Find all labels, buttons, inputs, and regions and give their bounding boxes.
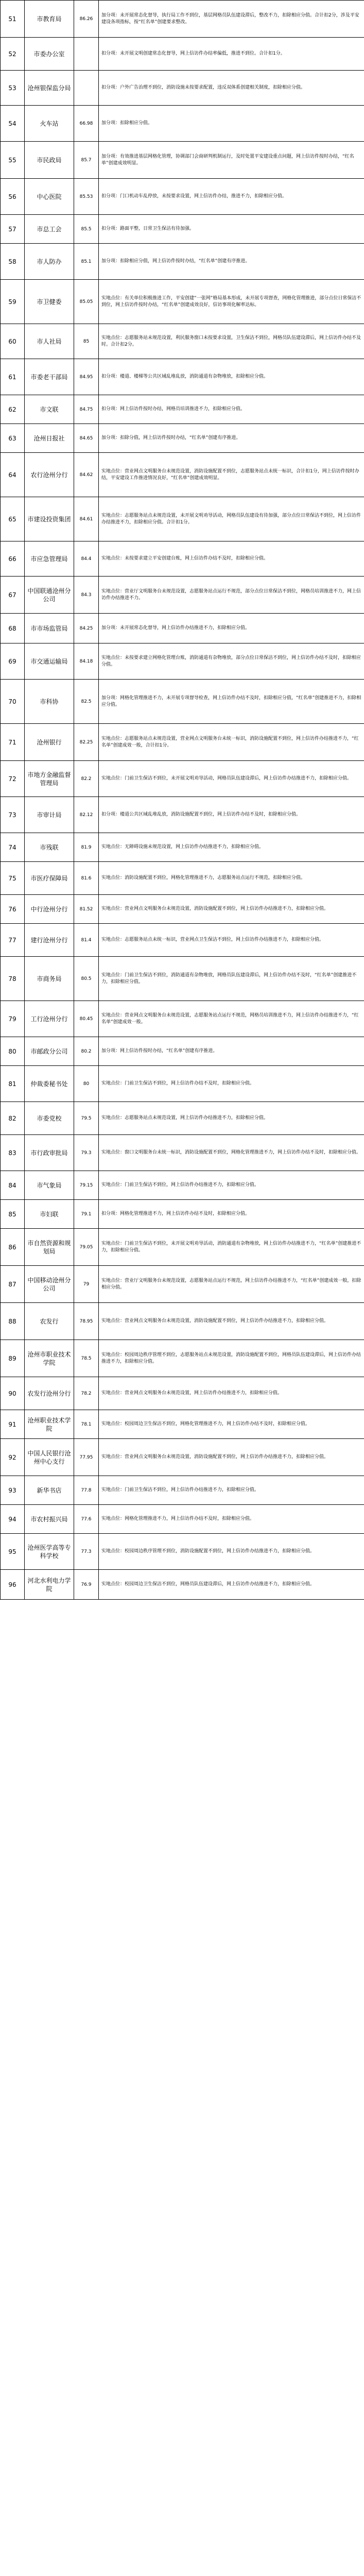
score-value: 81.52	[74, 895, 99, 924]
table-row	[1, 1476, 364, 1505]
score-value: 79.05	[74, 1229, 99, 1266]
row-number: 58	[1, 244, 25, 280]
table-row	[1, 106, 364, 142]
unit-name: 市科协	[25, 680, 74, 724]
table-row	[1, 359, 364, 395]
unit-name: 建行沧州分行	[25, 924, 74, 957]
assessment-detail: 实地点位：营业厅文明服务台未规范设置，志愿服务站点运行不规范，网上信访件办结推进不力，“红名单”创建成效一般，扣除相应分值。	[99, 1266, 364, 1303]
assessment-detail: 实地点位：志愿服务站点未规范设置，未开展文明劝导活动，网格员队伍建设有待加强，部分点位日常保洁不到位，网上信访件办结推进不力，扣除相应分值。合计扣1分。	[99, 497, 364, 541]
assessment-detail: 实地点位：志愿服务站点未统一标识，营业网点卫生保洁不到位，网上信访件办结推进不力，扣除相应分值。	[99, 924, 364, 957]
score-value: 79.1	[74, 1200, 99, 1229]
unit-name: 市卫健委	[25, 280, 74, 324]
unit-name: 市邮政分公司	[25, 1037, 74, 1066]
score-value: 85.1	[74, 244, 99, 280]
unit-name: 工行沧州分行	[25, 1001, 74, 1037]
table-row	[1, 643, 364, 680]
assessment-detail: 实地点位：未按要求建立平安创建台账，网上信访件办结不及时，扣除相应分值。	[99, 541, 364, 577]
assessment-detail: 实地点位：营业网点文明服务台未规范设置，消防设施配置不到位，网上信访件办结推进不力，扣除相应分值。	[99, 1303, 364, 1340]
unit-name: 市文联	[25, 395, 74, 424]
score-value: 82.25	[74, 724, 99, 761]
table-row	[1, 1, 364, 38]
assessment-detail: 扣分项：网格化管理推进不力，网上信访件办结不及时，扣除相应分值。	[99, 1200, 364, 1229]
assessment-detail: 实地点位：营业网点文明服务台未规范设置，网上信访件办结推进不力，扣除相应分值。	[99, 1377, 364, 1410]
table-row	[1, 924, 364, 957]
table-row	[1, 614, 364, 643]
unit-name: 市行政审批局	[25, 1135, 74, 1171]
row-number: 55	[1, 142, 25, 179]
score-value: 82.2	[74, 761, 99, 797]
row-number: 52	[1, 38, 25, 71]
assessment-detail: 实地点位：窗口文明服务台未统一标识，消防设施配置不到位，网格化管理推进不力，网上信访件办结不及时，扣除相应分值。	[99, 1135, 364, 1171]
row-number: 61	[1, 359, 25, 395]
evaluation-table-body	[1, 1, 364, 1600]
score-value: 81.6	[74, 862, 99, 895]
unit-name: 市委老干部局	[25, 359, 74, 395]
score-value: 82.12	[74, 797, 99, 833]
score-value: 78.1	[74, 1410, 99, 1439]
assessment-detail: 实地点位：营业网点文明服务台未规范设置，消防设施配置不到位，志愿服务站点未统一标识，合计扣1分，网上信访件按时办结，平安建设工作推进情况良好，“红名单”创建成效明显。	[99, 453, 364, 497]
unit-name: 市妇联	[25, 1200, 74, 1229]
unit-name: 农发行沧州分行	[25, 1377, 74, 1410]
row-number: 92	[1, 1439, 25, 1476]
table-row	[1, 895, 364, 924]
score-value: 85.05	[74, 280, 99, 324]
assessment-detail: 实地点位：网格化管理推进不力，网上信访件办结不及时，扣除相应分值。	[99, 1505, 364, 1534]
score-value: 84.65	[74, 424, 99, 453]
table-row	[1, 1439, 364, 1476]
row-number: 95	[1, 1534, 25, 1570]
table-row	[1, 1229, 364, 1266]
unit-name: 沧州职业技术学院	[25, 1410, 74, 1439]
unit-name: 新华书店	[25, 1476, 74, 1505]
table-row	[1, 1303, 364, 1340]
unit-name: 市商务局	[25, 957, 74, 1001]
table-row	[1, 215, 364, 244]
unit-name: 仲裁委秘书处	[25, 1066, 74, 1102]
unit-name: 市教育局	[25, 1, 74, 38]
unit-name: 沧州市职业技术学院	[25, 1340, 74, 1377]
unit-name: 河北水利电力学院	[25, 1570, 74, 1600]
assessment-detail: 实地点位：营业网点文明服务台未规范设置，消防设施配置不到位，网上信访件办结推进不力，扣除相应分值。	[99, 895, 364, 924]
score-value	[74, 38, 99, 71]
table-row	[1, 1340, 364, 1377]
score-value: 85.5	[74, 215, 99, 244]
score-value: 84.3	[74, 577, 99, 614]
row-number: 85	[1, 1200, 25, 1229]
table-row	[1, 1266, 364, 1303]
assessment-detail: 实地点位：门前卫生保洁不到位，消防通道有杂物堆放，网格员队伍建设滞后，网上信访件办结不及时，“红名单”创建推进不力，扣除相应分值。	[99, 957, 364, 1001]
table-row	[1, 244, 364, 280]
assessment-detail: 实地点位：无障碍设施未规范设置，网上信访件办结推进不力，扣除相应分值。	[99, 833, 364, 862]
assessment-detail: 实地点位：营业网点文明服务台未规范设置，消防设施配置不到位，网上信访件办结推进不力，扣除相应分值。	[99, 1439, 364, 1476]
unit-name: 市人防办	[25, 244, 74, 280]
table-row	[1, 324, 364, 359]
unit-name: 沧州银保监分局	[25, 71, 74, 106]
table-row	[1, 541, 364, 577]
score-value: 66.98	[74, 106, 99, 142]
unit-name: 市人社局	[25, 324, 74, 359]
unit-name: 市委办公室	[25, 38, 74, 71]
row-number: 68	[1, 614, 25, 643]
row-number: 82	[1, 1102, 25, 1135]
assessment-detail: 实地点位：校园周边卫生保洁不到位，网格员队伍建设滞后，网上信访件办结推进不力，扣除相应分值。	[99, 1570, 364, 1600]
assessment-detail: 加分项：网格化管理推进不力，未开展专项督导检查，网上信访件办结不及时，扣除相应分值，“红名单”创建推进不力，扣除相应分值。	[99, 680, 364, 724]
table-row	[1, 1534, 364, 1570]
table-row	[1, 862, 364, 895]
row-number: 54	[1, 106, 25, 142]
row-number: 89	[1, 1340, 25, 1377]
score-value: 80.2	[74, 1037, 99, 1066]
assessment-detail: 加分项：未开展常态化督导，网上信访件办结推进不力，扣除相应分值。	[99, 614, 364, 643]
score-value: 77.6	[74, 1505, 99, 1534]
score-value: 84.4	[74, 541, 99, 577]
row-number: 81	[1, 1066, 25, 1102]
table-row	[1, 280, 364, 324]
score-value: 77.95	[74, 1439, 99, 1476]
assessment-detail: 实地点位：门前卫生保洁不到位，未开展文明劝导活动，网格员队伍建设滞后，网上信访件办结推进不力，扣除相应分值。	[99, 761, 364, 797]
score-value: 78.5	[74, 1340, 99, 1377]
assessment-detail: 加分项：网上信访件按时办结，“红名单”创建有序推进。	[99, 1037, 364, 1066]
row-number: 84	[1, 1171, 25, 1200]
score-value: 85.7	[74, 142, 99, 179]
assessment-detail: 实地点位：有关单位积极推进工作，平安创建“一张网”格局基本形成，未开展专项督查，网格化管理推进，部分点位日常保洁不到位，网上信访件按时办结，“红名单”创建成效良好，信访事项化解率达标。	[99, 280, 364, 324]
row-number: 80	[1, 1037, 25, 1066]
unit-name: 火车站	[25, 106, 74, 142]
unit-name: 市气象局	[25, 1171, 74, 1200]
assessment-detail: 加分项：未开展常态化督导，执行局工作不到位，基层网格员队伍建设滞后，整改不力，扣除相应分值。合计扣2分，涉及平安建设各项指标，按“红名单”创建要求整改。	[99, 1, 364, 38]
table-row	[1, 577, 364, 614]
table-row	[1, 453, 364, 497]
assessment-detail: 扣分项：路面平整，日常卫生保洁有待加强。	[99, 215, 364, 244]
row-number: 59	[1, 280, 25, 324]
row-number: 57	[1, 215, 25, 244]
row-number: 78	[1, 957, 25, 1001]
row-number: 71	[1, 724, 25, 761]
row-number: 86	[1, 1229, 25, 1266]
unit-name: 中国人民银行沧州中心支行	[25, 1439, 74, 1476]
score-value: 84.95	[74, 359, 99, 395]
assessment-detail: 扣分项：未开展文明创建常态化督导，网上信访件办结率偏低，推进不到位。合计扣1分。	[99, 38, 364, 71]
table-row	[1, 957, 364, 1001]
table-row	[1, 1570, 364, 1600]
score-value: 85	[74, 324, 99, 359]
table-row	[1, 833, 364, 862]
table-row	[1, 724, 364, 761]
assessment-detail: 扣分项：门口机动车乱停放，未按要求设置，网上信访件办结，推进不力，扣除相应分值。	[99, 179, 364, 215]
row-number: 93	[1, 1476, 25, 1505]
unit-name: 中心医院	[25, 179, 74, 215]
score-value: 84.62	[74, 453, 99, 497]
assessment-detail: 实地点位：门前卫生保洁不到位，网上信访件办结推进不力，扣除相应分值。	[99, 1476, 364, 1505]
unit-name: 市农村振兴局	[25, 1505, 74, 1534]
row-number: 64	[1, 453, 25, 497]
unit-name: 农发行	[25, 1303, 74, 1340]
table-row	[1, 38, 364, 71]
score-value: 76.9	[74, 1570, 99, 1600]
table-row	[1, 680, 364, 724]
score-value: 82.5	[74, 680, 99, 724]
unit-name: 沧州医学高等专科学校	[25, 1534, 74, 1570]
unit-name: 农行沧州分行	[25, 453, 74, 497]
unit-name: 市市场监管局	[25, 614, 74, 643]
score-value: 79.3	[74, 1135, 99, 1171]
table-row	[1, 761, 364, 797]
unit-name: 中行沧州分行	[25, 895, 74, 924]
assessment-detail: 实地点位：门前卫生保洁不到位，网上信访件办结不及时，扣除相应分值。	[99, 1066, 364, 1102]
score-value: 80.5	[74, 957, 99, 1001]
table-row	[1, 1200, 364, 1229]
unit-name: 市地方金融监督管理局	[25, 761, 74, 797]
row-number: 56	[1, 179, 25, 215]
assessment-detail: 实地点位：校园周边秩序管理不到位，消防设施配置不到位，网上信访件办结推进不力，扣除相应分值。	[99, 1534, 364, 1570]
assessment-detail: 实地点位：消防设施配置不到位，网格化管理推进不力，志愿服务站点运行不规范，扣除相应分值。	[99, 862, 364, 895]
assessment-detail: 实地点位：校园周边秩序管理不到位，志愿服务站点未规范设置，消防设施配置不到位，网格员队伍建设滞后，网上信访件办结推进不力，扣除相应分值。	[99, 1340, 364, 1377]
score-value: 77.3	[74, 1534, 99, 1570]
row-number: 51	[1, 1, 25, 38]
assessment-detail: 实地点位：校园周边卫生保洁不到位，网格化管理推进不力，网上信访件办结不及时，扣除相应分值。	[99, 1410, 364, 1439]
assessment-detail: 实地点位：未按要求建立网格化管理台账，消防通道有杂物堆放，部分点位日常保洁不到位，网上信访件办结不及时，扣除相应分值。	[99, 643, 364, 680]
unit-name: 市审计局	[25, 797, 74, 833]
score-value: 81.9	[74, 833, 99, 862]
assessment-detail: 实地点位：营业厅文明服务台未规范设置，志愿服务站点运行不规范，部分点位日常保洁不到位，网格员培训推进不力，网上信访件办结推进不力。	[99, 577, 364, 614]
table-row	[1, 1505, 364, 1534]
score-value: 79	[74, 1266, 99, 1303]
unit-name: 市委党校	[25, 1102, 74, 1135]
score-value: 79.15	[74, 1171, 99, 1200]
assessment-detail: 实地点位：营业网点文明服务台未规范设置，志愿服务站点运行不规范，网格员培训推进不力，网上信访件办结推进不力，“红名单”创建成效一般。	[99, 1001, 364, 1037]
assessment-detail: 实地点位：志愿服务站点未规范设置，营业网点文明服务台未统一标识，消防设施配置不到位，网上信访件办结推进不力，“红名单”创建成效一般，合计扣1分。	[99, 724, 364, 761]
assessment-detail: 扣分项：户外广告治理不到位，消防设施未按要求配置，违反双体系创建相关制度，扣除相应分值。	[99, 71, 364, 106]
score-value	[74, 71, 99, 106]
row-number: 67	[1, 577, 25, 614]
score-value: 78.95	[74, 1303, 99, 1340]
row-number: 69	[1, 643, 25, 680]
score-value: 80.45	[74, 1001, 99, 1037]
table-row	[1, 797, 364, 833]
table-row	[1, 1066, 364, 1102]
assessment-detail: 实地点位：志愿服务站点未规范设置，网上信访件办结推进不力，扣除相应分值。	[99, 1102, 364, 1135]
table-row	[1, 1001, 364, 1037]
unit-name: 市交通运输局	[25, 643, 74, 680]
unit-name: 沧州日报社	[25, 424, 74, 453]
score-value: 86.26	[74, 1, 99, 38]
unit-name: 中国移动沧州分公司	[25, 1266, 74, 1303]
row-number: 90	[1, 1377, 25, 1410]
row-number: 62	[1, 395, 25, 424]
table-row	[1, 1171, 364, 1200]
row-number: 73	[1, 797, 25, 833]
row-number: 53	[1, 71, 25, 106]
assessment-detail: 加分项：扣除相应分值。	[99, 106, 364, 142]
row-number: 87	[1, 1266, 25, 1303]
table-row	[1, 1135, 364, 1171]
row-number: 88	[1, 1303, 25, 1340]
table-row	[1, 71, 364, 106]
table-row	[1, 1102, 364, 1135]
unit-name: 中国联通沧州分公司	[25, 577, 74, 614]
row-number: 65	[1, 497, 25, 541]
score-value: 84.61	[74, 497, 99, 541]
assessment-detail: 实地点位：志愿服务站未规范设置，利民服务窗口未按要求设置，卫生保洁不到位，网格员队伍建设滞后，网上信访件办结不及时。合计扣2分。	[99, 324, 364, 359]
row-number: 77	[1, 924, 25, 957]
assessment-detail: 加分项：有效推进基层网格化管理，协调部门会商研判机制运行，及时处置平安建设重点问题，网上信访件按时办结，“红名单”创建成效明显。	[99, 142, 364, 179]
unit-name: 市总工会	[25, 215, 74, 244]
unit-name: 市应急管理局	[25, 541, 74, 577]
score-value: 84.25	[74, 614, 99, 643]
table-row	[1, 1377, 364, 1410]
unit-name: 市医疗保障局	[25, 862, 74, 895]
unit-name: 市民政局	[25, 142, 74, 179]
assessment-detail: 扣分项：网上信访件按时办结，网格员培训推进不力，扣除相应分值。	[99, 395, 364, 424]
row-number: 63	[1, 424, 25, 453]
unit-name: 市残联	[25, 833, 74, 862]
table-row	[1, 179, 364, 215]
score-value: 84.75	[74, 395, 99, 424]
unit-name: 沧州银行	[25, 724, 74, 761]
table-row	[1, 497, 364, 541]
row-number: 91	[1, 1410, 25, 1439]
row-number: 75	[1, 862, 25, 895]
row-number: 96	[1, 1570, 25, 1600]
table-row	[1, 1037, 364, 1066]
row-number: 70	[1, 680, 25, 724]
assessment-detail: 加分项：扣除分值，网上信访件按时办结，“红名单”创建有序推进。	[99, 424, 364, 453]
score-value: 80	[74, 1066, 99, 1102]
score-value: 77.8	[74, 1476, 99, 1505]
score-value: 79.5	[74, 1102, 99, 1135]
row-number: 74	[1, 833, 25, 862]
row-number: 83	[1, 1135, 25, 1171]
table-row	[1, 395, 364, 424]
assessment-detail: 实地点位：门前卫生保洁不到位，未开展文明劝导活动，消防通道有杂物堆放，网上信访件办结推进不力，“红名单”创建推进不力，扣除相应分值。	[99, 1229, 364, 1266]
assessment-detail: 扣分项：楼道、楼梯等公共区域乱堆乱放，消防通道有杂物堆放，扣除相应分值。	[99, 359, 364, 395]
assessment-detail: 扣分项：楼道公共区域乱堆乱放，消防设施配置不到位，网上信访件办结不及时，扣除相应分值。	[99, 797, 364, 833]
score-value: 81.4	[74, 924, 99, 957]
row-number: 66	[1, 541, 25, 577]
row-number: 79	[1, 1001, 25, 1037]
table-row	[1, 424, 364, 453]
row-number: 60	[1, 324, 25, 359]
table-row	[1, 142, 364, 179]
row-number: 72	[1, 761, 25, 797]
row-number: 76	[1, 895, 25, 924]
unit-name: 市自然资源和规划局	[25, 1229, 74, 1266]
score-value: 78.2	[74, 1377, 99, 1410]
assessment-detail: 实地点位：门前卫生保洁不到位，网上信访件办结推进不力，扣除相应分值。	[99, 1171, 364, 1200]
unit-name: 市建设投资集团	[25, 497, 74, 541]
assessment-detail: 加分项：扣除相应分值，网上信访件按时办结，“红名单”创建有序推进。	[99, 244, 364, 280]
row-number: 94	[1, 1505, 25, 1534]
score-value: 85.53	[74, 179, 99, 215]
score-value: 84.18	[74, 643, 99, 680]
table-row	[1, 1410, 364, 1439]
